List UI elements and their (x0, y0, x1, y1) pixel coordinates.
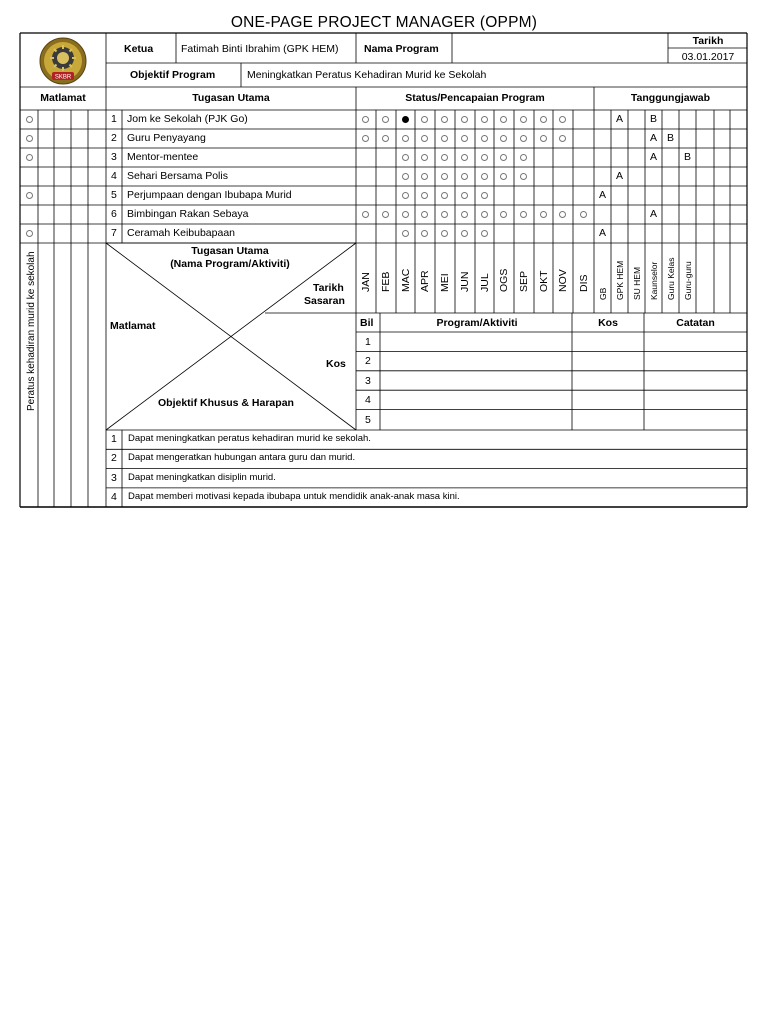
month-label: DIS (577, 274, 590, 292)
objective-text: Dapat mengeratkan hubungan antara guru dan murid. (128, 452, 356, 464)
diagram-tugasan-sub: (Nama Program/Aktiviti) (170, 258, 290, 270)
month-label: FEB (380, 271, 392, 292)
month-label: APR (419, 270, 431, 292)
status-empty-dot (540, 135, 547, 142)
responsibility-mark: A (615, 170, 623, 182)
status-empty-dot (441, 192, 448, 199)
month-label: MEI (439, 273, 451, 292)
responsibility-mark: A (598, 227, 606, 239)
status-empty-dot (441, 230, 448, 237)
objective-text: Dapat meningkatkan disiplin murid. (128, 471, 276, 483)
matlamat-dot (26, 135, 33, 142)
task-name: Sehari Bersama Polis (127, 170, 228, 182)
diagram-kos: Kos (326, 358, 346, 370)
tugasan-header: Tugasan Utama (192, 92, 270, 104)
cost-catatan-header: Catatan (676, 317, 715, 329)
status-empty-dot (421, 135, 428, 142)
status-empty-dot (481, 154, 488, 161)
status-empty-dot (559, 211, 566, 218)
status-empty-dot (382, 116, 389, 123)
role-label: Guru-guru (682, 261, 693, 300)
cost-bil-header: Bil (360, 317, 374, 329)
cost-row-number: 4 (365, 394, 371, 407)
diagram-matlamat: Matlamat (110, 320, 156, 332)
task-name: Mentor-mentee (127, 151, 199, 163)
month-label: NOV (557, 269, 569, 292)
cost-program-header: Program/Aktiviti (436, 317, 518, 329)
role-label: GPK HEM (614, 260, 625, 300)
status-empty-dot (500, 135, 507, 142)
status-empty-dot (540, 116, 547, 123)
status-empty-dot (461, 192, 468, 199)
objektif-label: Objektif Program (130, 69, 216, 81)
status-empty-dot (500, 154, 507, 161)
month-label: OGS (498, 268, 510, 292)
task-number: 2 (111, 132, 117, 144)
objective-number: 4 (111, 490, 117, 503)
task-name: Guru Penyayang (127, 132, 206, 144)
status-empty-dot (481, 135, 488, 142)
status-empty-dot (520, 211, 527, 218)
month-label: JUL (478, 273, 491, 292)
objective-text: Dapat meningkatkan peratus kehadiran murid ke sekolah. (128, 433, 371, 444)
matlamat-vertical-text: Peratus kehadiran murid ke sekolah (26, 251, 37, 411)
tarikh-label: Tarikh (692, 35, 724, 47)
role-label: SU HEM (631, 266, 642, 300)
status-empty-dot (520, 173, 527, 180)
status-empty-dot (362, 116, 369, 123)
diagram-tugasan: Tugasan Utama (191, 245, 269, 257)
status-empty-dot (481, 173, 488, 180)
status-empty-dot (520, 135, 527, 142)
role-label: Kaunselor (648, 261, 659, 300)
status-empty-dot (481, 192, 488, 199)
cost-row-number: 2 (365, 355, 371, 368)
cost-row-number: 3 (365, 374, 371, 387)
status-empty-dot (382, 211, 389, 218)
status-empty-dot (520, 154, 527, 161)
tarikh-value: 03.01.2017 (681, 51, 735, 63)
diagram-sasaran: Sasaran (304, 295, 345, 307)
role-label: Guru Kelas (665, 257, 676, 300)
tanggungjawab-header: Tanggungjawab (630, 92, 711, 104)
status-empty-dot (402, 154, 409, 161)
month-label: MAC (399, 268, 412, 292)
responsibility-mark: B (666, 132, 674, 144)
cost-kos-header: Kos (598, 317, 618, 329)
status-empty-dot (461, 230, 468, 237)
cost-row-number: 1 (365, 336, 371, 348)
status-empty-dot (520, 116, 527, 123)
matlamat-dot (26, 116, 33, 123)
objective-text: Dapat memberi motivasi kepada ibubapa untuk mendidik anak-anak masa kini. (128, 490, 460, 502)
objective-number: 3 (111, 471, 117, 484)
ketua-value: Fatimah Binti Ibrahim (GPK HEM) (181, 43, 339, 55)
status-empty-dot (421, 230, 428, 237)
matlamat-dot (26, 230, 33, 237)
ketua-label: Ketua (124, 43, 154, 55)
matlamat-header: Matlamat (40, 92, 86, 104)
status-empty-dot (441, 135, 448, 142)
status-empty-dot (402, 135, 409, 142)
status-empty-dot (540, 211, 547, 218)
status-empty-dot (580, 211, 587, 218)
status-empty-dot (461, 211, 468, 218)
status-empty-dot (500, 173, 507, 180)
status-empty-dot (441, 173, 448, 180)
status-empty-dot (362, 211, 369, 218)
status-empty-dot (402, 173, 409, 180)
task-number: 6 (111, 208, 117, 220)
logo-text: SKBR (54, 74, 72, 81)
month-label: SEP (518, 270, 530, 292)
responsibility-mark: A (649, 132, 657, 144)
matlamat-dot (26, 192, 33, 199)
month-label: OKT (537, 270, 550, 292)
task-name: Perjumpaan dengan Ibubapa Murid (127, 189, 292, 201)
status-header: Status/Pencapaian Program (405, 92, 545, 104)
objective-number: 2 (111, 452, 117, 465)
diagram-tarikh: Tarikh (313, 282, 344, 294)
task-number: 7 (111, 227, 117, 239)
status-empty-dot (500, 211, 507, 218)
status-empty-dot (500, 116, 507, 123)
status-empty-dot (402, 211, 409, 218)
status-empty-dot (461, 116, 468, 123)
nama-program-label: Nama Program (364, 43, 439, 55)
status-empty-dot (559, 135, 566, 142)
responsibility-mark: A (615, 113, 623, 125)
status-filled-dot (402, 116, 409, 123)
responsibility-mark: B (683, 151, 691, 163)
task-number: 5 (111, 189, 117, 201)
task-name: Jom ke Sekolah (PJK Go) (127, 113, 248, 125)
cost-row-number: 5 (365, 413, 371, 426)
matlamat-dot (26, 154, 33, 161)
status-empty-dot (461, 135, 468, 142)
task-number: 4 (111, 170, 117, 182)
status-empty-dot (559, 116, 566, 123)
status-empty-dot (402, 230, 409, 237)
status-empty-dot (421, 154, 428, 161)
objektif-value: Meningkatkan Peratus Kehadiran Murid ke Sekolah (247, 69, 487, 81)
school-logo (36, 36, 90, 86)
responsibility-mark: B (649, 113, 657, 125)
task-number: 3 (111, 151, 117, 163)
role-label: GB (597, 287, 608, 300)
status-empty-dot (461, 154, 468, 161)
task-name: Ceramah Keibubapaan (127, 227, 235, 239)
status-empty-dot (481, 230, 488, 237)
status-empty-dot (421, 116, 428, 123)
objective-number: 1 (111, 433, 117, 445)
status-empty-dot (481, 116, 488, 123)
status-empty-dot (441, 154, 448, 161)
status-empty-dot (481, 211, 488, 218)
responsibility-mark: A (598, 189, 606, 201)
month-label: JUN (459, 271, 471, 292)
diagram-objektif: Objektif Khusus & Harapan (158, 397, 294, 409)
month-label: JAN (360, 272, 372, 292)
responsibility-mark: A (649, 208, 657, 220)
status-empty-dot (441, 116, 448, 123)
status-empty-dot (421, 211, 428, 218)
task-name: Bimbingan Rakan Sebaya (127, 208, 249, 220)
page-title: ONE-PAGE PROJECT MANAGER (OPPM) (230, 14, 538, 31)
status-empty-dot (461, 173, 468, 180)
status-empty-dot (421, 173, 428, 180)
status-empty-dot (362, 135, 369, 142)
status-empty-dot (421, 192, 428, 199)
responsibility-mark: A (649, 151, 657, 163)
status-empty-dot (402, 192, 409, 199)
status-empty-dot (441, 211, 448, 218)
task-number: 1 (111, 113, 117, 125)
status-empty-dot (382, 135, 389, 142)
